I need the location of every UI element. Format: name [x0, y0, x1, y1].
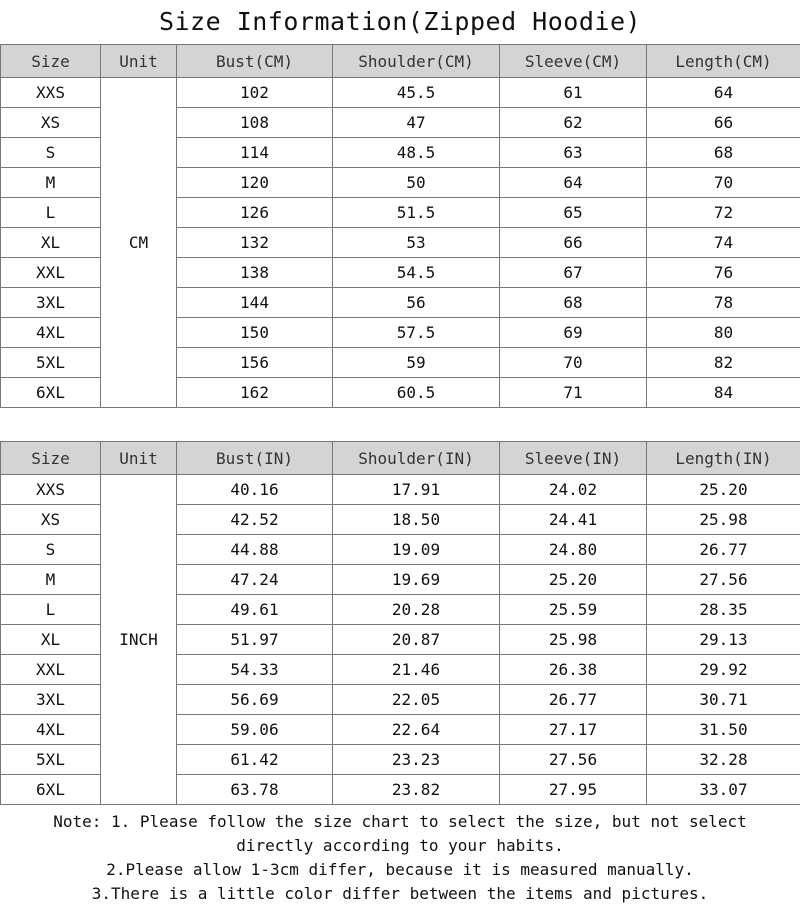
cell-length: 72 — [647, 198, 800, 228]
column-header-shoulder: Shoulder(IN) — [333, 442, 500, 475]
cell-shoulder: 21.46 — [333, 655, 500, 685]
cell-sleeve: 67 — [500, 258, 647, 288]
note-line: directly according to your habits. — [236, 836, 564, 855]
cell-shoulder: 57.5 — [333, 318, 500, 348]
cell-bust: 63.78 — [177, 775, 333, 805]
cell-shoulder: 47 — [333, 108, 500, 138]
cell-size: XS — [1, 108, 101, 138]
cell-shoulder: 20.28 — [333, 595, 500, 625]
cell-shoulder: 56 — [333, 288, 500, 318]
size-table-inch-header — [1, 442, 800, 475]
cell-size: S — [1, 138, 101, 168]
cell-length: 29.92 — [647, 655, 800, 685]
cell-length: 68 — [647, 138, 800, 168]
cell-sleeve: 64 — [500, 168, 647, 198]
cell-bust: 144 — [177, 288, 333, 318]
cell-size: 4XL — [1, 318, 101, 348]
column-header-shoulder: Shoulder(CM) — [333, 45, 500, 78]
unit-cell: INCH — [101, 475, 177, 805]
cell-sleeve: 24.41 — [500, 505, 647, 535]
cell-length: 78 — [647, 288, 800, 318]
cell-size: XL — [1, 625, 101, 655]
cell-shoulder: 23.23 — [333, 745, 500, 775]
cell-bust: 138 — [177, 258, 333, 288]
cell-shoulder: 22.05 — [333, 685, 500, 715]
cell-shoulder: 23.82 — [333, 775, 500, 805]
cell-size: 5XL — [1, 348, 101, 378]
cell-sleeve: 66 — [500, 228, 647, 258]
page-title: Size Information(Zipped Hoodie) — [158, 7, 642, 36]
size-table-cm-header — [1, 45, 800, 78]
cell-bust: 108 — [177, 108, 333, 138]
cell-sleeve: 25.59 — [500, 595, 647, 625]
cell-length: 31.50 — [647, 715, 800, 745]
cell-shoulder: 50 — [333, 168, 500, 198]
cell-shoulder: 22.64 — [333, 715, 500, 745]
cell-length: 74 — [647, 228, 800, 258]
cell-length: 33.07 — [647, 775, 800, 805]
cell-sleeve: 26.77 — [500, 685, 647, 715]
cell-length: 76 — [647, 258, 800, 288]
column-header-unit: Unit — [101, 442, 177, 475]
cell-bust: 44.88 — [177, 535, 333, 565]
cell-size: XL — [1, 228, 101, 258]
cell-length: 82 — [647, 348, 800, 378]
cell-bust: 54.33 — [177, 655, 333, 685]
cell-length: 84 — [647, 378, 800, 408]
size-table-cm — [0, 44, 800, 408]
note-line: 3.There is a little color differ between the items and pictures. — [91, 884, 709, 903]
cell-bust: 132 — [177, 228, 333, 258]
cell-bust: 40.16 — [177, 475, 333, 505]
cell-shoulder: 17.91 — [333, 475, 500, 505]
cell-sleeve: 61 — [500, 78, 647, 108]
cell-shoulder: 19.69 — [333, 565, 500, 595]
cell-length: 30.71 — [647, 685, 800, 715]
cell-length: 29.13 — [647, 625, 800, 655]
cell-sleeve: 63 — [500, 138, 647, 168]
cell-bust: 150 — [177, 318, 333, 348]
size-table-inch-body — [1, 475, 800, 805]
cell-length: 66 — [647, 108, 800, 138]
cell-sleeve: 27.17 — [500, 715, 647, 745]
cell-bust: 120 — [177, 168, 333, 198]
cell-sleeve: 68 — [500, 288, 647, 318]
column-header-unit: Unit — [101, 45, 177, 78]
cell-size: M — [1, 168, 101, 198]
cell-shoulder: 53 — [333, 228, 500, 258]
cell-size: 5XL — [1, 745, 101, 775]
unit-cell: CM — [101, 78, 177, 408]
cell-bust: 56.69 — [177, 685, 333, 715]
column-header-size: Size — [1, 45, 101, 78]
cell-shoulder: 54.5 — [333, 258, 500, 288]
cell-shoulder: 18.50 — [333, 505, 500, 535]
cell-shoulder: 51.5 — [333, 198, 500, 228]
cell-length: 26.77 — [647, 535, 800, 565]
cell-size: 3XL — [1, 288, 101, 318]
column-header-sleeve: Sleeve(CM) — [500, 45, 647, 78]
cell-shoulder: 59 — [333, 348, 500, 378]
column-header-bust: Bust(IN) — [177, 442, 333, 475]
cell-shoulder: 19.09 — [333, 535, 500, 565]
cell-bust: 156 — [177, 348, 333, 378]
cell-length: 28.35 — [647, 595, 800, 625]
cell-length: 32.28 — [647, 745, 800, 775]
cell-length: 25.20 — [647, 475, 800, 505]
notes — [0, 810, 800, 906]
cell-size: 6XL — [1, 775, 101, 805]
cell-size: XXL — [1, 258, 101, 288]
cell-sleeve: 25.98 — [500, 625, 647, 655]
cell-sleeve: 25.20 — [500, 565, 647, 595]
cell-bust: 102 — [177, 78, 333, 108]
cell-size: XXL — [1, 655, 101, 685]
cell-bust: 42.52 — [177, 505, 333, 535]
size-table-cm-body — [1, 78, 800, 408]
cell-shoulder: 48.5 — [333, 138, 500, 168]
column-header-length: Length(IN) — [647, 442, 800, 475]
cell-sleeve: 65 — [500, 198, 647, 228]
cell-sleeve: 24.02 — [500, 475, 647, 505]
cell-bust: 162 — [177, 378, 333, 408]
note-line: Note: 1. Please follow the size chart to select the size, but not select — [53, 812, 747, 831]
note-line: 2.Please allow 1-3cm differ, because it is measured manually. — [106, 860, 694, 879]
cell-bust: 61.42 — [177, 745, 333, 775]
cell-bust: 51.97 — [177, 625, 333, 655]
cell-sleeve: 71 — [500, 378, 647, 408]
cell-length: 80 — [647, 318, 800, 348]
cell-bust: 59.06 — [177, 715, 333, 745]
cell-length: 25.98 — [647, 505, 800, 535]
cell-size: 6XL — [1, 378, 101, 408]
column-header-sleeve: Sleeve(IN) — [500, 442, 647, 475]
cell-shoulder: 20.87 — [333, 625, 500, 655]
cell-length: 70 — [647, 168, 800, 198]
column-header-length: Length(CM) — [647, 45, 800, 78]
cell-sleeve: 27.95 — [500, 775, 647, 805]
cell-sleeve: 26.38 — [500, 655, 647, 685]
cell-size: XXS — [1, 78, 101, 108]
table-row — [1, 78, 800, 108]
cell-sleeve: 24.80 — [500, 535, 647, 565]
column-header-size: Size — [1, 442, 101, 475]
cell-bust: 126 — [177, 198, 333, 228]
cell-sleeve: 69 — [500, 318, 647, 348]
cell-sleeve: 70 — [500, 348, 647, 378]
cell-size: L — [1, 595, 101, 625]
cell-sleeve: 62 — [500, 108, 647, 138]
cell-size: L — [1, 198, 101, 228]
cell-bust: 114 — [177, 138, 333, 168]
cell-length: 27.56 — [647, 565, 800, 595]
cell-size: 3XL — [1, 685, 101, 715]
cell-size: S — [1, 535, 101, 565]
cell-shoulder: 60.5 — [333, 378, 500, 408]
cell-shoulder: 45.5 — [333, 78, 500, 108]
table-row — [1, 475, 800, 505]
cell-length: 64 — [647, 78, 800, 108]
cell-size: XXS — [1, 475, 101, 505]
cell-size: 4XL — [1, 715, 101, 745]
cell-sleeve: 27.56 — [500, 745, 647, 775]
size-table-inch — [0, 441, 800, 805]
cell-bust: 49.61 — [177, 595, 333, 625]
cell-bust: 47.24 — [177, 565, 333, 595]
column-header-bust: Bust(CM) — [177, 45, 333, 78]
cell-size: XS — [1, 505, 101, 535]
cell-size: M — [1, 565, 101, 595]
